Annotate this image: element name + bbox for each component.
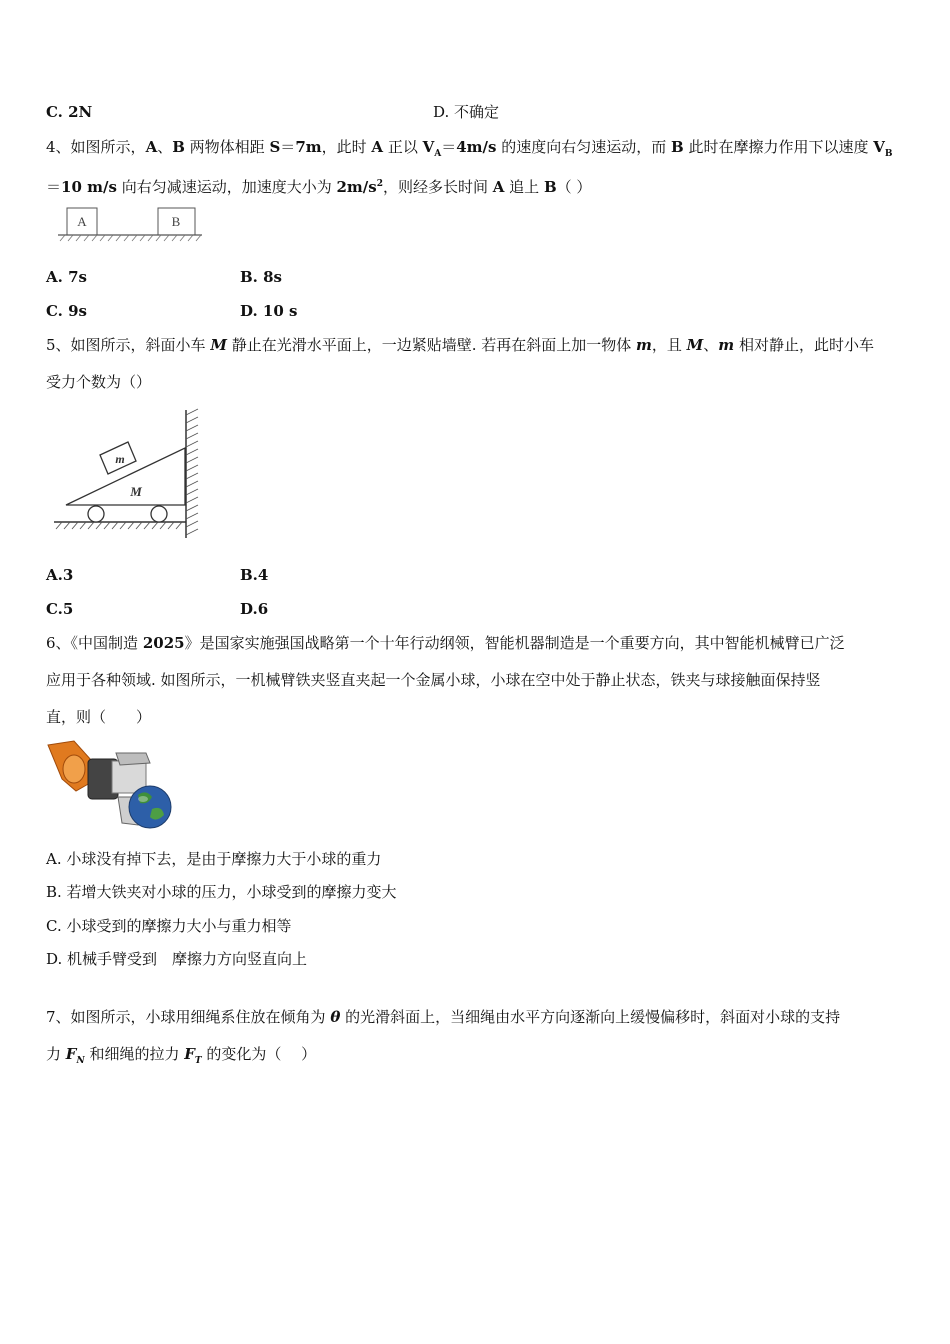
block-a-label: A <box>77 214 87 229</box>
text: 10 m/s <box>61 178 117 196</box>
q6-option-b[interactable]: B. 若增大铁夹对小球的压力，小球受到的摩擦力变大 <box>46 883 397 901</box>
text: A <box>145 138 158 156</box>
q5-number: 5、 <box>46 336 71 354</box>
wheel-right <box>151 506 167 522</box>
text: B <box>884 149 893 159</box>
text: ，且 <box>651 336 687 354</box>
q6-number: 6、 <box>46 634 71 652</box>
text: 相对静止，此时小车 <box>734 336 874 354</box>
q7-stem-line2 <box>46 1044 316 1071</box>
text: 静止在光滑水平面上，一边紧贴墙壁. 若再在斜面上加一物体 <box>226 336 637 354</box>
q6-stem-line3: 直，则（ ） <box>46 708 152 726</box>
text: 7m <box>295 138 322 156</box>
text: A <box>434 149 442 159</box>
text: F <box>184 1045 195 1063</box>
text: 如图所示， <box>70 138 146 156</box>
q5-figure <box>46 405 206 545</box>
text: S <box>269 138 281 156</box>
text: ＝ <box>280 138 296 156</box>
q5-option-a[interactable]: A.3 <box>46 566 74 584</box>
text: ，此时 <box>321 138 372 156</box>
q4-stem-line1 <box>46 137 893 164</box>
text: 如图所示，斜面小车 <box>70 336 211 354</box>
text: 的变化为（ ） <box>201 1045 317 1063</box>
q4-option-a[interactable]: A. 7s <box>46 268 87 286</box>
text: A <box>492 178 505 196</box>
q4-option-d[interactable]: D. 10 s <box>240 302 298 320</box>
q5-option-b[interactable]: B.4 <box>240 566 269 584</box>
text: M <box>210 336 227 354</box>
text: 2025 <box>142 634 185 652</box>
text: 正以 <box>383 138 423 156</box>
text: B <box>671 138 684 156</box>
text: 、 <box>703 336 719 354</box>
q4-option-b[interactable]: B. 8s <box>240 268 283 286</box>
text: 2m/s <box>336 178 377 196</box>
text: 力 <box>46 1045 66 1063</box>
text: ＝ <box>46 178 62 196</box>
q6-robot-arm-figure <box>46 739 174 835</box>
q6-stem-line1 <box>46 633 845 653</box>
text: ＝ <box>441 138 457 156</box>
text: B <box>172 138 185 156</box>
text: 4m/s <box>456 138 497 156</box>
text: F <box>65 1045 77 1063</box>
block-m-label: m <box>115 452 125 466</box>
text: 的光滑斜面上，当细绳由水平方向逐渐向上缓慢偏移时，斜面对小球的支持 <box>340 1008 841 1026</box>
text: 追上 <box>504 178 544 196</box>
gripper-jaw-upper <box>116 753 150 765</box>
block-b-label: B <box>171 214 181 229</box>
text: 2 <box>376 179 383 189</box>
text: （ ） <box>556 178 592 196</box>
q4-number: 4、 <box>46 138 71 156</box>
text: m <box>636 336 652 354</box>
text: 此时在摩擦力作用下以速度 <box>683 138 874 156</box>
text: M <box>686 336 704 354</box>
text: 的速度向右匀速运动，而 <box>496 138 672 156</box>
q5-option-c[interactable]: C.5 <box>46 600 74 618</box>
text: A <box>371 138 384 156</box>
q4-option-c[interactable]: C. 9s <box>46 302 88 320</box>
wall-hatching <box>186 409 198 535</box>
text: θ <box>330 1008 341 1026</box>
q4-figure <box>56 204 206 244</box>
text: V <box>422 138 435 156</box>
q5-stem-line1 <box>46 335 874 355</box>
ground-hatching <box>60 235 201 241</box>
q3-option-d[interactable]: D. 不确定 <box>433 103 500 121</box>
text: ，则经多长时间 <box>382 178 493 196</box>
ball-highlight <box>138 796 148 802</box>
q6-stem-line2: 应用于各种领域. 如图所示，一机械臂铁夹竖直夹起一个金属小球，小球在空中处于静止状态，铁夹与球接触面保持竖 <box>46 671 821 689</box>
text: 《中国制造 <box>70 634 143 652</box>
text: 向右匀减速运动，加速度大小为 <box>116 178 337 196</box>
text: 和细绳的拉力 <box>84 1045 185 1063</box>
metal-ball <box>129 786 171 828</box>
text: T <box>194 1056 202 1066</box>
text: m <box>718 336 735 354</box>
text: 如图所示，小球用细绳系住放在倾角为 <box>70 1008 331 1026</box>
text: 两物体相距 <box>184 138 270 156</box>
text: 、 <box>157 138 173 156</box>
q5-option-d[interactable]: D.6 <box>240 600 269 618</box>
text: B <box>543 178 557 196</box>
arm-joint <box>63 755 85 783</box>
text: 》是国家实施强国战略第一个十年行动纲领，智能机器制造是一个重要方向，其中智能机械臂已广泛 <box>184 634 845 652</box>
q7-number: 7、 <box>46 1008 71 1026</box>
wheel-left <box>88 506 104 522</box>
text: V <box>873 138 885 156</box>
q5-stem-line2: 受力个数为（） <box>46 373 152 391</box>
q4-stem-line2 <box>46 174 591 197</box>
q7-stem-line1 <box>46 1007 840 1027</box>
q6-option-c[interactable]: C. 小球受到的摩擦力大小与重力相等 <box>46 917 292 935</box>
floor-hatching <box>56 522 182 529</box>
q6-option-a[interactable]: A. 小球没有掉下去，是由于摩擦力大于小球的重力 <box>46 850 382 868</box>
text: N <box>76 1056 85 1066</box>
q3-option-c[interactable]: C. 2N <box>46 103 93 121</box>
q6-option-d[interactable]: D. 机械手臂受到 摩擦力方向竖直向上 <box>46 950 308 968</box>
cart-M-label: M <box>130 484 142 499</box>
